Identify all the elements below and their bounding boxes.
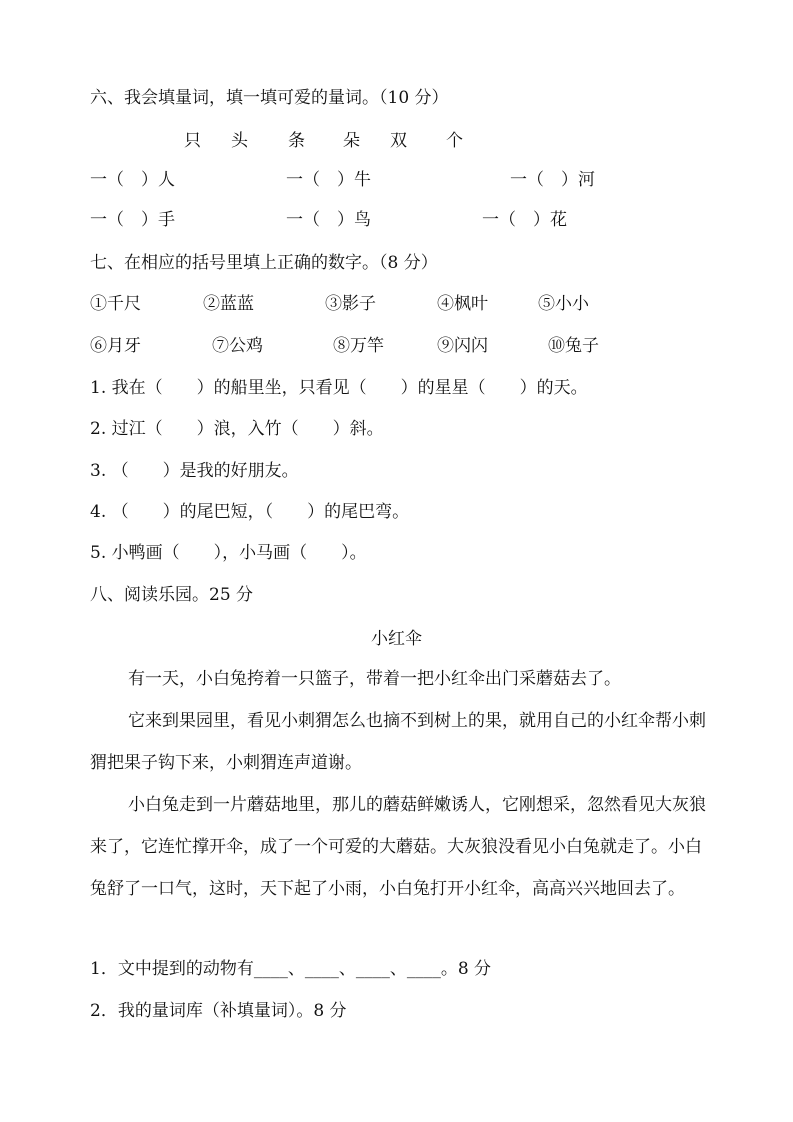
option-item: ⑩兔子 [548, 336, 599, 356]
option-item: ⑨闪闪 [437, 336, 488, 356]
option-item: ⑧万竿 [333, 336, 384, 356]
word-bank-item: 朵 [343, 131, 360, 151]
option-item: ①千尺 [90, 294, 141, 314]
option-item: ③影子 [325, 294, 376, 314]
story-paragraph: 它来到果园里，看见小刺猬怎么也摘不到树上的果，就用自己的小红伞帮小刺猬把果子钩下来，小刺猬连声道谢。 [90, 711, 706, 773]
reading-question: 1．文中提到的动物有____、____、____、____。8 分 [90, 959, 492, 979]
word-bank-item: 条 [288, 131, 305, 151]
word-bank-item: 头 [231, 131, 248, 151]
fill-blank-item: 一（ ）手 [90, 210, 175, 230]
section-six-heading: 六、我会填量词，填一填可爱的量词。（10 分） [90, 88, 449, 108]
question-item: 3. （ ）是我的好朋友。 [90, 461, 299, 481]
word-bank-item: 双 [390, 131, 407, 151]
story-title: 小红伞 [371, 629, 422, 649]
option-item: ⑥月牙 [90, 336, 141, 356]
section-seven-heading: 七、在相应的括号里填上正确的数字。（8 分） [90, 253, 438, 273]
word-bank-item: 只 [184, 131, 201, 151]
fill-blank-item: 一（ ）河 [510, 170, 595, 190]
fill-blank-item: 一（ ）人 [90, 170, 175, 190]
story-paragraph: 小白兔走到一片蘑菇地里，那儿的蘑菇鲜嫩诱人，它刚想采，忽然看见大灰狼来了，它连忙撑开伞，成了一个可爱的大蘑菇。大灰狼没看见小白兔就走了。小白兔舒了一口气，这时，天下起了小雨，小白兔打开小红伞，高高兴兴地回去了。 [90, 795, 706, 899]
option-item: ②蓝蓝 [203, 294, 254, 314]
question-item: 2. 过江（ ）浪，入竹（ ）斜。 [90, 419, 384, 439]
option-item: ⑤小小 [538, 294, 589, 314]
fill-blank-item: 一（ ）鸟 [286, 210, 371, 230]
question-item: 4. （ ）的尾巴短，（ ）的尾巴弯。 [90, 502, 410, 522]
word-bank-item: 个 [446, 131, 463, 151]
fill-blank-item: 一（ ）花 [482, 210, 567, 230]
question-item: 1. 我在（ ）的船里坐，只看见（ ）的星星（ ）的天。 [90, 378, 588, 398]
fill-blank-item: 一（ ）牛 [286, 170, 371, 190]
section-eight-heading: 八、阅读乐园。25 分 [90, 585, 254, 605]
question-item: 5. 小鸭画（ ），小马画（ ）。 [90, 543, 367, 563]
option-item: ④枫叶 [437, 294, 488, 314]
reading-question: 2．我的量词库（补填量词）。8 分 [90, 1001, 347, 1021]
story-paragraph: 有一天，小白兔挎着一只篮子，带着一把小红伞出门采蘑菇去了。 [128, 669, 621, 689]
option-item: ⑦公鸡 [212, 336, 263, 356]
